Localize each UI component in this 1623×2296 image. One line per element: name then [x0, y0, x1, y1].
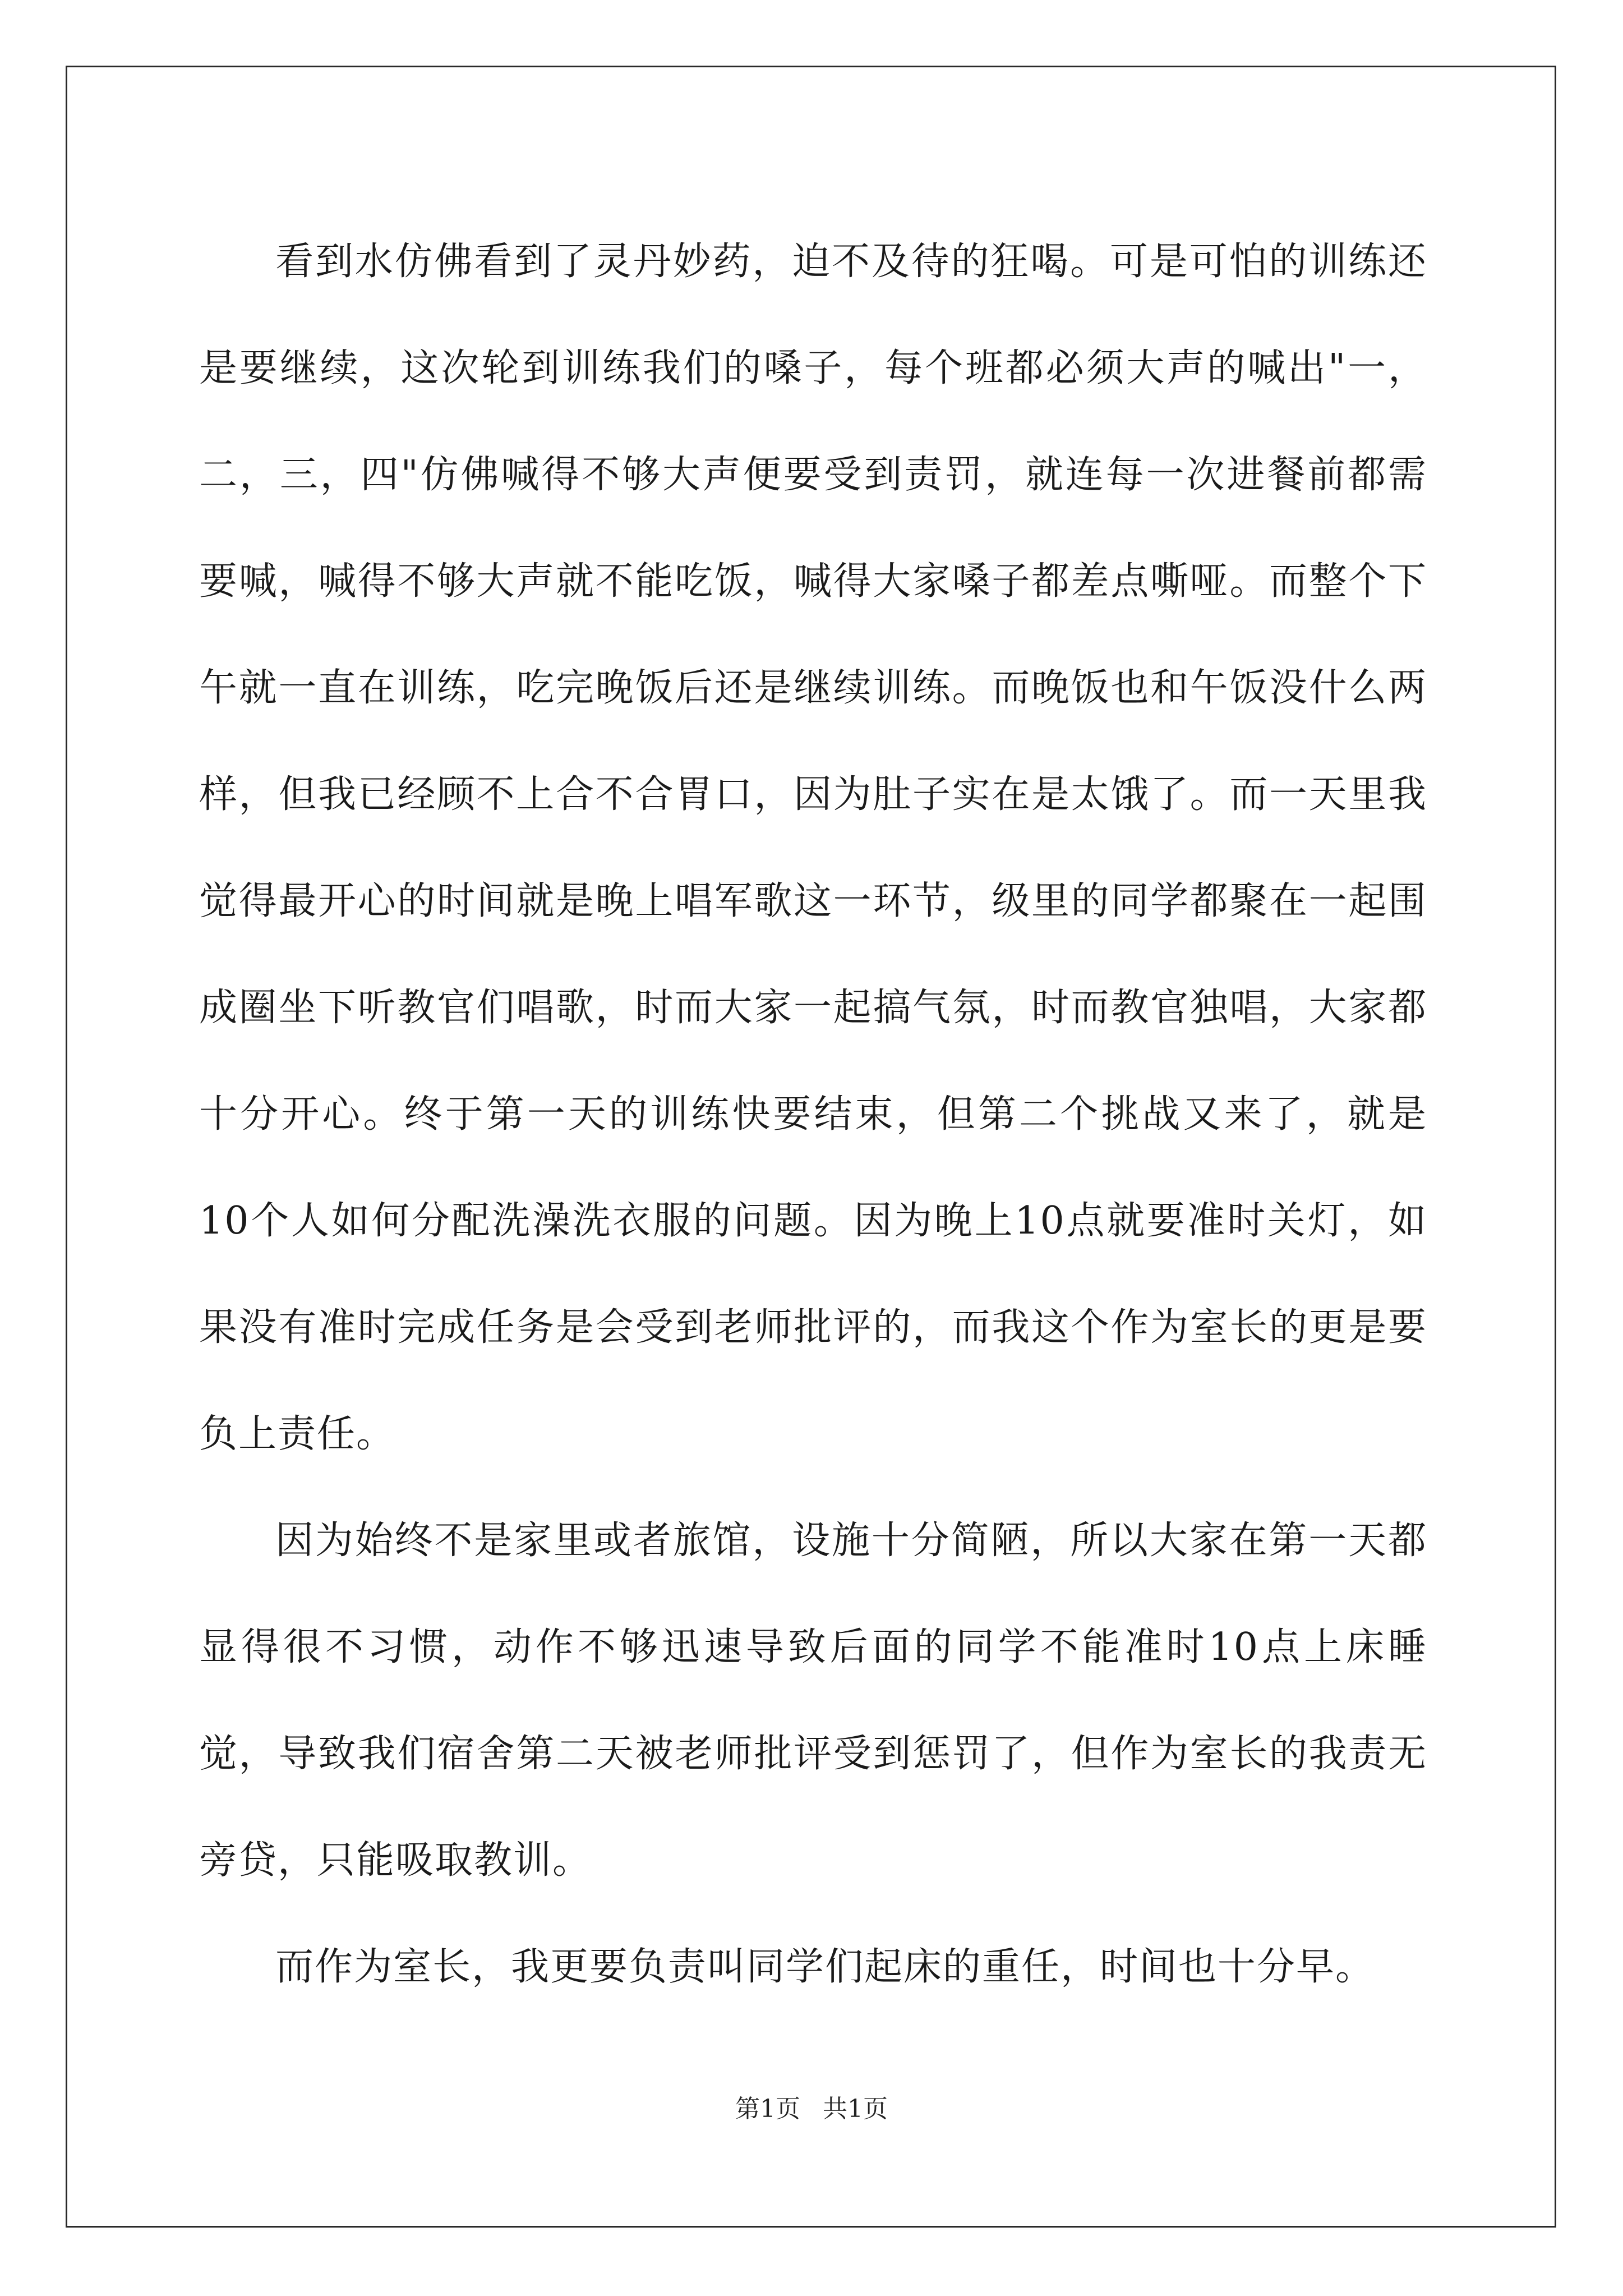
document-body — [199, 209, 1427, 2021]
paragraph-1: 看到水仿佛看到了灵丹妙药，迫不及待的狂喝。可是可怕的训练还是要继续，这次轮到训练我们的嗓子，每个班都必须大声的喊出"一，二，三，四"仿佛喊得不够大声便要受到责罚，就连每一次进餐前都需要喊，喊得不够大声就不能吃饭，喊得大家嗓子都差点嘶哑。而整个下午就一直在训练，吃完晚饭后还是继续训练。而晚饭也和午饭没什么两样，但我已经顾不上合不合胃口，因为肚子实在是太饿了。而一天里我觉得最开心的时间就是晚上唱军歌这一环节，级里的同学都聚在一起围成圈坐下听教官们唱歌，时而大家一起搞气氛，时而教官独唱，大家都十分开心。终于第一天的训练快要结束，但第二个挑战又来了，就是10个人如何分配洗澡洗衣服的问题。因为晚上10点就要准时关灯，如果没有准时完成任务是会受到老师批评的，而我这个作为室长的更是要负上责任。 — [199, 240, 1427, 1456]
page-footer — [0, 2092, 1623, 2126]
page-number-total: 共1页 — [823, 2095, 888, 2123]
page-number-current: 第1页 — [735, 2095, 800, 2123]
paragraph-2: 因为始终不是家里或者旅馆，设施十分简陋，所以大家在第一天都显得很不习惯，动作不够迅速导致后面的同学不能准时10点上床睡觉，导致我们宿舍第二天被老师批评受到惩罚了，但作为室长的我责无旁贷，只能吸取教训。 — [199, 1519, 1427, 1883]
paragraph-3: 而作为室长，我更要负责叫同学们起床的重任，时间也十分早。 — [275, 1945, 1375, 1989]
